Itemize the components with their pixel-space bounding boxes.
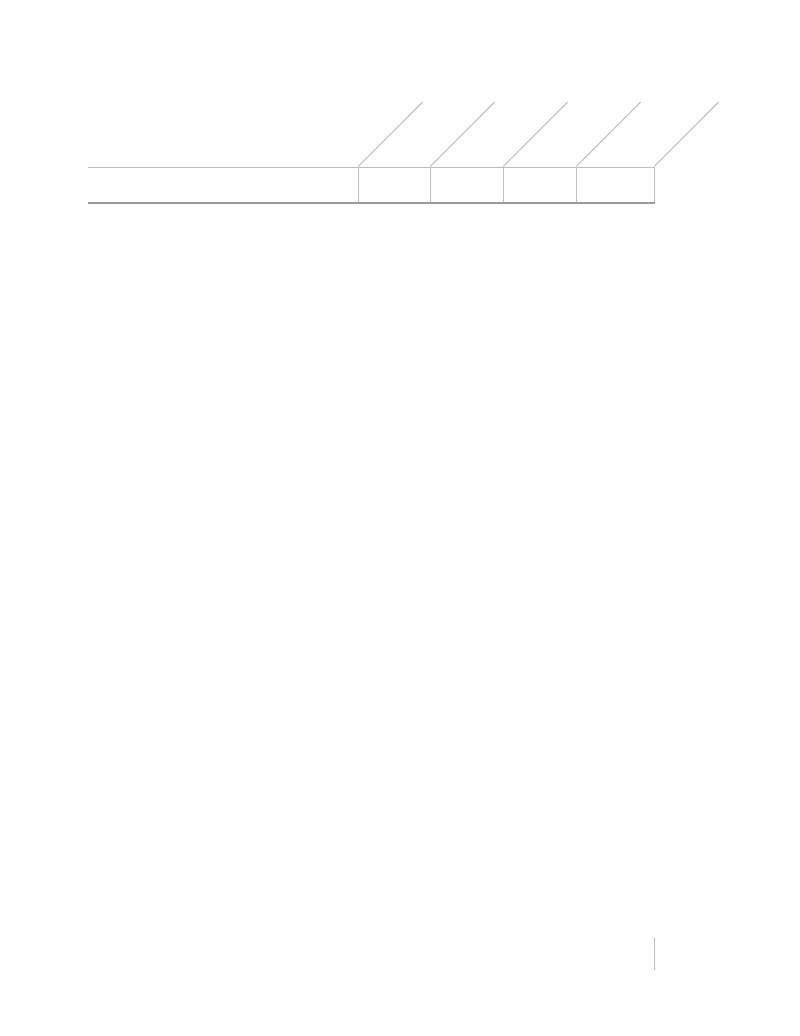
empty-cell (576, 168, 655, 202)
starting-price-partial-planning (430, 938, 503, 970)
header-diagonal-line (576, 102, 641, 167)
starting-price-full-planning (576, 938, 655, 970)
empty-cell (358, 168, 430, 202)
section-heading-big-day (88, 168, 358, 202)
header-diagonal-line (430, 102, 495, 167)
header-diagonal-line (358, 102, 423, 167)
empty-cell (503, 168, 576, 202)
header-diagonal-line (654, 102, 719, 167)
footnote (50, 970, 750, 988)
empty-cell (430, 168, 503, 202)
pricing-row (88, 938, 655, 970)
starting-price-coordination (358, 938, 430, 970)
starting-at-label (88, 938, 358, 970)
starting-price-design (503, 938, 576, 970)
section-row-big-day (88, 167, 655, 202)
header-diagonal-line (503, 102, 568, 167)
comparison-table (88, 167, 655, 204)
